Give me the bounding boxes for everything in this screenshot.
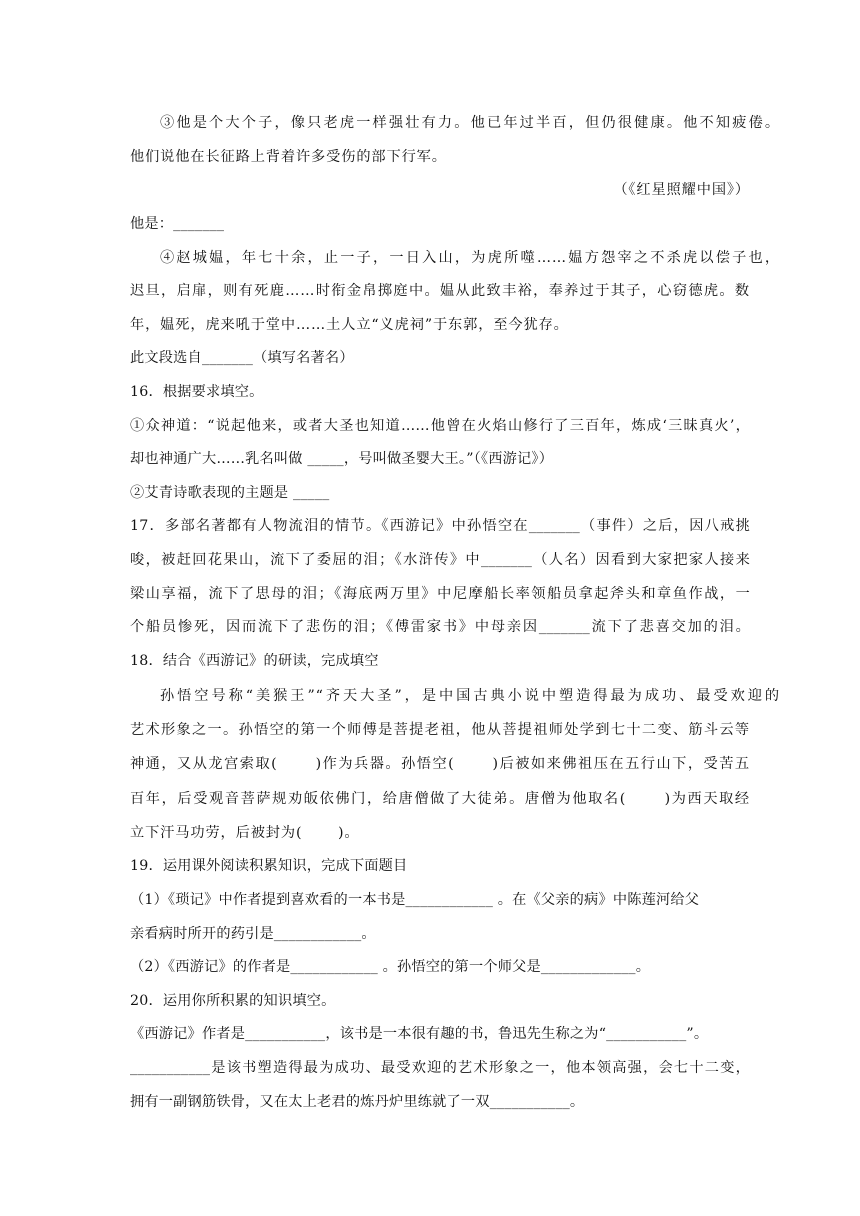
question-19-heading: 19．运用课外阅读积累知识，完成下面题目	[130, 858, 408, 874]
question-18-passage-line-1: 孙悟空号称“美猴王”“齐天大圣”，是中国古典小说中塑造得最为成功、最受欢迎的	[160, 688, 780, 704]
question-17-line-2: 唆，被赶回花果山，流下了委屈的泪；《水浒传》中_______（人名）因看到大家把家人接来	[130, 552, 750, 568]
question-16-item-2: ②艾青诗歌表现的主题是 _____	[130, 485, 330, 501]
question-18-passage-line-4: 百年，后受观音菩萨规劝皈依佛门，给唐僧做了大徒弟。唐僧为他取名( )为西天取经	[130, 791, 750, 807]
question-18-passage-line-3: 神通，又从龙宫索取( )作为兵器。孙悟空( )后被如来佛祖压在五行山下，受苦五	[130, 756, 750, 772]
question-18-passage-line-2: 艺术形象之一。孙悟空的第一个师傅是菩提老祖，他从菩提祖师处学到七十二变、筋斗云等	[130, 722, 750, 738]
passage-3-line-1: ③他是个大个子，像只老虎一样强壮有力。他已年过半百，但仍很健康。他不知疲倦。	[160, 115, 780, 131]
passage-3-source: （《红星照耀中国》）	[613, 182, 750, 198]
question-20-heading: 20．运用你所积累的知识填空。	[130, 993, 336, 1009]
question-20-line-1: 《西游记》作者是___________，该书是一本很有趣的书，鲁迅先生称之为“___________”。	[130, 1026, 709, 1042]
passage-4-answer: 此文段选自_______（填写名著名）	[130, 350, 354, 366]
passage-4-line-2: 迟旦，启扉，则有死鹿……时衔金帛掷庭中。媪从此致丰裕，奉养过于其子，心窃德虎。数	[130, 283, 750, 299]
question-16-heading: 16．根据要求填空。	[130, 384, 264, 400]
question-20-line-3: 拥有一副钢筋铁骨，又在太上老君的炼丹炉里练就了一双___________。	[130, 1094, 585, 1110]
question-16-item-1-line-1: ①众神道：“说起他来，或者大圣也知道……他曾在火焰山修行了三百年，炼成‘三昧真火’，	[130, 418, 750, 434]
question-16-item-1-line-2: 却也神通广大……乳名叫做 _____，号叫做圣婴大王。”（《西游记》）	[130, 451, 554, 467]
question-18-heading: 18．结合《西游记》的研读，完成填空	[130, 653, 379, 669]
passage-4-line-1: ④赵城媪，年七十余，止一子，一日入山，为虎所噬……媪方怨宰之不杀虎以偿子也，	[160, 250, 780, 266]
question-18-passage-line-5: 立下汗马功劳，后被封为( )。	[130, 825, 360, 841]
question-17-line-3: 梁山享福，流下了思母的泪；《海底两万里》中尼摩船长率领船员拿起斧头和章鱼作战，一	[130, 586, 750, 602]
passage-3-line-2: 他们说他在长征路上背着许多受伤的部下行军。	[130, 149, 447, 165]
question-19-item-2: （2）《西游记》的作者是____________ 。孙悟空的第一个师父是_____________。	[130, 959, 651, 975]
question-20-line-2: ___________是该书塑造得最为成功、最受欢迎的艺术形象之一，他本领高强，会七十二变，	[130, 1060, 750, 1076]
question-19-item-1-line-1: （1）《琐记》中作者提到喜欢看的一本书是____________ 。在《父亲的病》中陈莲河给父	[130, 892, 700, 908]
passage-3-answer: 他是：_______	[130, 216, 225, 232]
question-19-item-1-line-2: 亲看病时所开的药引是____________。	[130, 926, 376, 942]
passage-4-line-3: 年，媪死，虎来吼于堂中……土人立“义虎祠”于东郭，至今犹存。	[130, 317, 569, 333]
question-17-line-4: 个船员惨死，因而流下了悲伤的泪；《傅雷家书》中母亲因_______流下了悲喜交加的泪。	[130, 619, 750, 635]
question-17-line-1: 17．多部名著都有人物流泪的情节。《西游记》中孙悟空在_______（事件）之后，因八戒挑	[130, 518, 750, 534]
